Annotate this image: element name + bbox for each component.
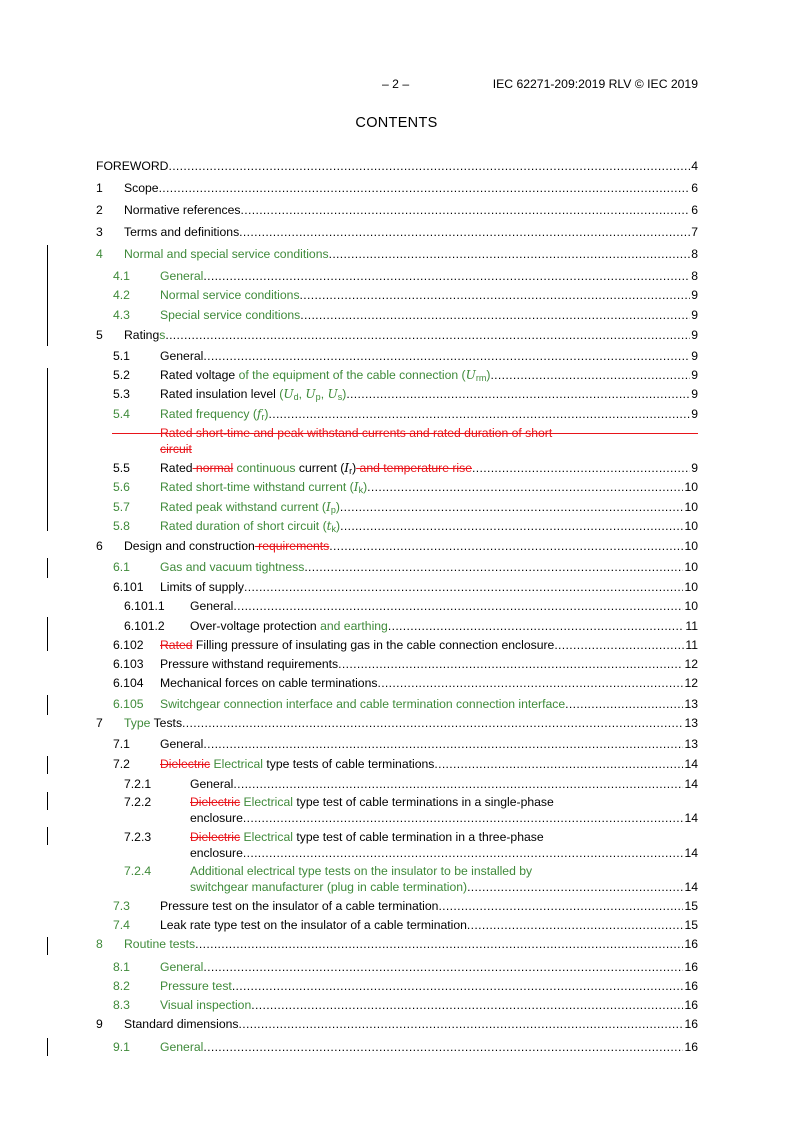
toc-entry-7-2-3[interactable]: 7.2.3 Dielectric Electrical type test of cable termination in a three-phase enclosure ..... 14	[96, 829, 698, 861]
toc-entry-5[interactable]: 5 Ratings ..... 9	[96, 327, 698, 343]
toc-entry-8[interactable]: 8 Routine tests ..... 16	[96, 936, 698, 952]
standard-reference: IEC 62271-209:2019 RLV © IEC 2019	[492, 77, 698, 91]
toc-entry-7[interactable]: 7 Type Tests ..... 13	[96, 715, 698, 731]
toc-entry-foreword[interactable]: FOREWORD ..... 4	[96, 158, 698, 174]
toc-entry-4-2[interactable]: 4.2 Normal service conditions ..... 9	[96, 287, 698, 303]
toc-entry-7-2[interactable]: 7.2 Dielectric Electrical type tests of cable terminations ..... 14	[96, 756, 698, 772]
toc-entry-4[interactable]: 4 Normal and special service conditions ..... 8	[96, 246, 698, 262]
toc-entry-7-2-4[interactable]: 7.2.4 Additional electrical type tests on the insulator to be installed by switchgear manufacturer (plug in cable termination) ..... 14	[96, 863, 698, 895]
change-bar	[47, 792, 48, 810]
change-bar	[47, 245, 48, 346]
toc-entry-6-1[interactable]: 6.1 Gas and vacuum tightness ..... 10	[96, 559, 698, 575]
toc-entry-5-6[interactable]: 5.6 Rated short-time withstand current $(I_k)$ ..... 10	[96, 479, 698, 495]
change-bar	[47, 756, 48, 774]
toc-entry-6-105[interactable]: 6.105 Switchgear connection interface and cable termination connection interface ..... 13	[96, 696, 698, 712]
toc-entry-3[interactable]: 3 Terms and definitions ..... 7	[96, 224, 698, 240]
toc-entry-5-5[interactable]: 5.5 Rated normal continuous current $(I_r)$ and temperature rise ..... 9	[96, 460, 698, 476]
toc-entry-7-2-2[interactable]: 7.2.2 Dielectric Electrical type test of cable terminations in a single-phase enclosure ..... 14	[96, 794, 698, 826]
toc-entry-7-3[interactable]: 7.3 Pressure test on the insulator of a cable termination ..... 15	[96, 898, 698, 914]
change-bar	[47, 1038, 48, 1056]
toc-entry-5-8[interactable]: 5.8 Rated duration of short circuit $(t_k)$ ..... 10	[96, 518, 698, 534]
toc-entry-5-7[interactable]: 5.7 Rated peak withstand current $(I_p)$ ..... 10	[96, 499, 698, 515]
toc-entry-5-2[interactable]: 5.2 Rated voltage of the equipment of the cable connection $(U_{rm})$ ..... 9	[96, 367, 698, 383]
toc-entry-9-1[interactable]: 9.1 General ..... 16	[96, 1039, 698, 1055]
change-bar	[47, 827, 48, 845]
toc-entry-7-1[interactable]: 7.1 General ..... 13	[96, 736, 698, 752]
toc-entry-8-3[interactable]: 8.3 Visual inspection ..... 16	[96, 997, 698, 1013]
toc-entry-deleted: Rated short-time and peak withstand currents and rated duration of short circuit	[160, 426, 553, 456]
toc-entry-2[interactable]: 2 Normative references ..... 6	[96, 202, 698, 218]
toc-entry-6-103[interactable]: 6.103 Pressure withstand requirements ..... 12	[96, 656, 698, 672]
toc-entry-6-102[interactable]: 6.102 Rated Filling pressure of insulating gas in the cable connection enclosure ..... 11	[96, 637, 698, 653]
toc-entry-6-104[interactable]: 6.104 Mechanical forces on cable terminations ..... 12	[96, 675, 698, 691]
toc-entry-8-2[interactable]: 8.2 Pressure test ..... 16	[96, 978, 698, 994]
toc-entry-4-1[interactable]: 4.1 General ..... 8	[96, 268, 698, 284]
toc-entry-5-3[interactable]: 5.3 Rated insulation level ($U_d$, $U_p$, $U_s$) ..... 9	[96, 386, 698, 402]
page-title: CONTENTS	[355, 115, 438, 131]
toc-entry-1[interactable]: 1 Scope ..... 6	[96, 180, 698, 196]
change-bar	[47, 558, 48, 578]
page-number: – 2 –	[382, 77, 410, 91]
change-bar	[47, 368, 48, 531]
toc-entry-6-101[interactable]: 6.101 Limits of supply ..... 10	[96, 579, 698, 595]
toc-entry-5-4[interactable]: 5.4 Rated frequency $(f_r)$ ..... 9	[96, 406, 698, 422]
toc-entry-6-101-2[interactable]: 6.101.2 Over-voltage protection and earthing ..... 11	[96, 618, 698, 634]
toc-entry-9[interactable]: 9 Standard dimensions ..... 16	[96, 1016, 698, 1032]
toc-entry-5-1[interactable]: 5.1 General ..... 9	[96, 348, 698, 364]
toc-entry-6[interactable]: 6 Design and construction requirements ..... 10	[96, 538, 698, 554]
change-bar	[47, 937, 48, 955]
page-header	[96, 77, 698, 93]
toc-entry-7-2-1[interactable]: 7.2.1 General ..... 14	[96, 776, 698, 792]
toc-entry-8-1[interactable]: 8.1 General ..... 16	[96, 959, 698, 975]
toc-entry-4-3[interactable]: 4.3 Special service conditions ..... 9	[96, 307, 698, 323]
toc-entry-7-4[interactable]: 7.4 Leak rate type test on the insulator of a cable termination ..... 15	[96, 917, 698, 933]
toc-entry-6-101-1[interactable]: 6.101.1 General ..... 10	[96, 598, 698, 614]
change-bar	[47, 617, 48, 651]
change-bar	[47, 695, 48, 715]
